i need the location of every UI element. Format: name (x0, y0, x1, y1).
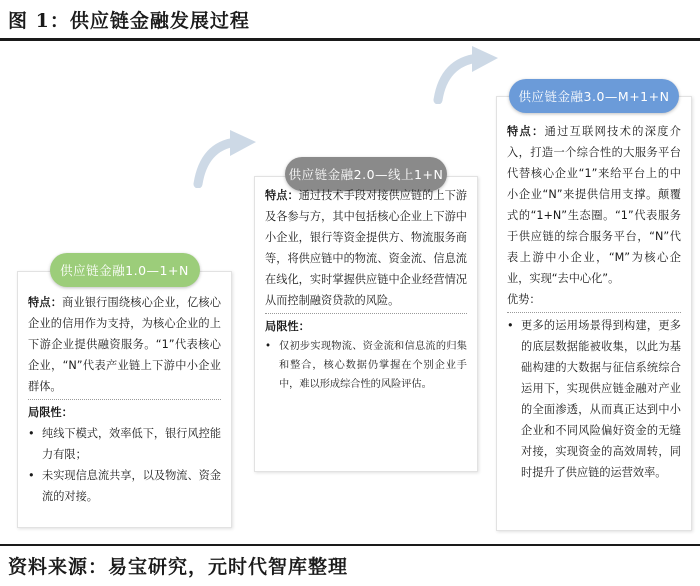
divider (507, 312, 681, 313)
divider (28, 399, 221, 400)
stage-3-feature-heading: 特点： (507, 125, 545, 138)
stage-3-feature (507, 121, 681, 289)
stage-3-advantage-list (507, 315, 681, 483)
stage-2-feature-text: 通过技术手段对接供应链的上下游及各参与方，其中包括核心企业上下游中小企业，银行等资金提供方、物流服务商等，将供应链中的物流、资金流、信息流在线化，实时掌握供应链中企业经营情况从而控制融资贷款的风险。 (265, 189, 467, 307)
stage-2-limit-list (265, 337, 467, 394)
stage-3-box (496, 88, 692, 531)
stage-1-limit-item: • 纯线下模式，效率低下，银行风控能力有限； (28, 423, 221, 465)
stage-2-box (254, 166, 478, 472)
source-note: 资料来源：易宝研究，元时代智库整理 (8, 556, 349, 578)
stage-1-feature-heading: 特点： (28, 296, 63, 309)
stage-3-label: 供应链金融3.0—M+1+N (509, 79, 679, 113)
arrow-stage1-to-stage2 (190, 128, 260, 188)
arrow-stage2-to-stage3 (430, 42, 502, 104)
stage-3-advantage-item: • 更多的运用场景得到构建，更多的底层数据能被收集，以此为基础构建的大数据与征信系统综合运用下，实现供应链金融对产业的全面渗透，从而真正达到中小企业和不同风险偏好资金的无缝对接，实现资金的高效周转，同时提升了供应链的运营效率。 (507, 315, 681, 483)
stage-2-limit-item: • 仅初步实现物流、资金流和信息流的归集和整合，核心数据仍掌握在个别企业手中，难以形成综合性的风险评估。 (265, 337, 467, 394)
stage-1-limit-heading: 局限性： (28, 406, 73, 419)
stage-1-limit-list (28, 423, 221, 507)
bottom-rule (0, 544, 700, 546)
stage-1-feature-text: 商业银行围绕核心企业，亿核心企业的信用作为支持，为核心企业的上下游企业提供融资服务。“1”代表核心企业，“N”代表产业链上下游中小企业群体。 (28, 296, 221, 393)
stage-1-limit-item: • 未实现信息流共享，以及物流、资金流的对接。 (28, 465, 221, 507)
stage-1-label: 供应链金融1.0—1+N (50, 253, 200, 287)
stage-2-feature (265, 185, 467, 311)
stage-3-feature-text: 通过互联网技术的深度介入，打造一个综合性的大服务平台代替核心企业“1”来给平台上的中小企业“N”来提供信用支撑。颠覆式的“1+N”生态圈。“1”代表服务于供应链的综合服务平台，“N”代表上游中小企业，“M”为核心企业，实现“去中心化”。 (507, 125, 681, 285)
stage-1-box (17, 262, 232, 528)
stage-3-advantage-heading: 优势： (507, 293, 541, 306)
top-rule (0, 38, 700, 41)
stage-2-feature-heading: 特点： (265, 189, 299, 202)
stage-1-feature (28, 292, 221, 397)
figure-title: 图 1：供应链金融发展过程 (8, 10, 250, 32)
stage-2-label: 供应链金融2.0—线上1+N (285, 157, 447, 191)
divider (265, 313, 467, 314)
stage-2-limit-heading: 局限性： (265, 320, 310, 333)
